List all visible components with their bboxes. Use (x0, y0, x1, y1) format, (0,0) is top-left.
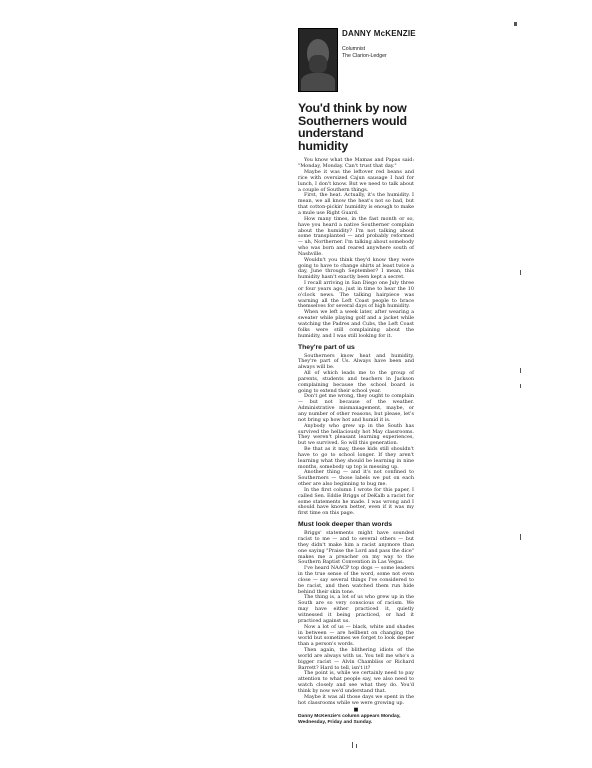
paragraph: Southerners know heat and humidity. They're part of Us. Always have been and always will be. (298, 352, 414, 371)
paragraph: How many times, in the fast month or so, have you heard a native Southerner complain about the humidity? I'm not talking about some transplanted — and probably reformed — uh, Northerner. I'm talking about somebody who was born and reared anywhere south of Nashville. (298, 215, 414, 257)
byline (342, 30, 416, 59)
column-tagline: Danny McKenzie's column appears Monday, Wednesday, Friday and Sunday. (298, 714, 401, 726)
scan-speck (514, 22, 517, 26)
paragraph: Then again, the blithering idiots of the world are always with us. You tell me who's a bigger racist — Alvin Chambliss or Richard Barrett? Hard to tell, isn't it? (298, 647, 414, 671)
author-title: Columnist (342, 46, 366, 52)
paragraph: All of which leads me to the group of parents, students and teachers in Jackson complaining because the school board is going to extend their school year. (298, 370, 414, 394)
subhead: They're part of us (298, 343, 355, 351)
paragraph: In the first column I wrote for this paper, I called Sen. Eddie Briggs of DeKalb a racist for some statements he made. I was wrong and I should have known better, even if it was my first time on this page. (298, 486, 414, 517)
paragraph: When we left a week later, after wearing a sweater while playing golf and a jacket while watching the Padres and Cubs, the Left Coast folks were still complaining about the humidity, and I was still looking for it. (298, 309, 414, 339)
paragraph: Be that as it may, these kids still shouldn't have to go to school longer. If they aren't learning what they should be learning in nine months, somebody up top is messing up. (298, 446, 414, 470)
article-section-3 (298, 531, 414, 706)
newspaper-column (298, 28, 414, 726)
scan-speck (520, 270, 521, 275)
article-section-1 (298, 158, 414, 339)
paragraph: The point is, while we certainly need to pay attention to what people say, we also need to watch closely and see what they do. You'd think by now we'd understand that. (298, 670, 414, 694)
publication-name: The Clarion-Ledger (342, 52, 387, 59)
author-name: DANNY McKENZIE (342, 29, 416, 38)
paragraph: Maybe it was all those days we spent in the hot classrooms while we were growing up. (298, 693, 414, 706)
end-mark-icon: ■ (353, 707, 359, 714)
paragraph: Wouldn't you think they'd know they were going to have to change shirts at least twice a day, June through September? I mean, this humidity hasn't exactly been kept a secret. (298, 256, 414, 281)
scan-speck (356, 744, 357, 748)
byline-block (298, 28, 414, 94)
scan-speck (520, 534, 521, 540)
paragraph: I've heard NAACP top dogs — some leaders in the true sense of the word, some not even close — say several things I've considered to be racist, and then watched them run hide behind their skin tone. (298, 565, 414, 595)
paragraph: You know what the Mamas and Papas said: "Monday, Monday. Can't trust that day." (298, 157, 414, 170)
paragraph: I recall arriving in San Diego one July three or four years ago, just in time to hear the 10 o'clock news. The talking hairpiece was warning all the Left Coast people to brace themselves for several days of high humidity. (298, 280, 414, 310)
paragraph: Maybe it was the leftover red beans and rice with oversized Cajun sausage I had for lunch, I don't know. But we need to talk about a couple of Southern things. (298, 169, 414, 193)
paragraph: Briggs' statements might have sounded racist to me — and to several others — but they didn't make him a racist anymore than one saying "Praise the Lord and pass the dice" makes me a preacher on my way to the Southern Baptist Convention in Las Vegas. (298, 530, 414, 566)
article-section-2 (298, 354, 414, 518)
article-headline: You'd think by now Southerners would understand humidity (298, 101, 407, 153)
paragraph: Another thing — and it's not confined to Southerners — those labels we put on each other are also beginning to bug me. (298, 469, 414, 488)
paragraph: Anybody who grew up in the South has survived the hellaciously hot May classrooms. They weren't pleasant learning experiences, but we survived. So will this generation. (298, 422, 414, 447)
paragraph: The thing is, a lot of us who grew up in the South are so very conscious of racism. We may have either practiced it, quietly witnessed it being practiced, or had it practiced against us. (298, 594, 414, 624)
subhead: Must look deeper than words (298, 521, 393, 529)
scan-speck (520, 384, 521, 388)
scan-speck (520, 368, 521, 373)
author-photo (298, 28, 338, 92)
paragraph: Now a lot of us — black, white and shades in between — are hellbent on changing the world but sometimes we forget to look deeper than a person's words. (298, 623, 414, 648)
paragraph: First, the heat. Actually, it's the humidity. I mean, we all know the heat's not so bad, but that cotton-pickin' humidity is enough to make a mule use Right Guard. (298, 192, 414, 216)
paragraph: Don't get me wrong, they ought to complain — but not because of the weather. Administrative mismanagement, maybe, or any number of other reasons, but please, let's not bring up how hot and humid it is. (298, 393, 414, 423)
scan-speck (352, 742, 353, 748)
